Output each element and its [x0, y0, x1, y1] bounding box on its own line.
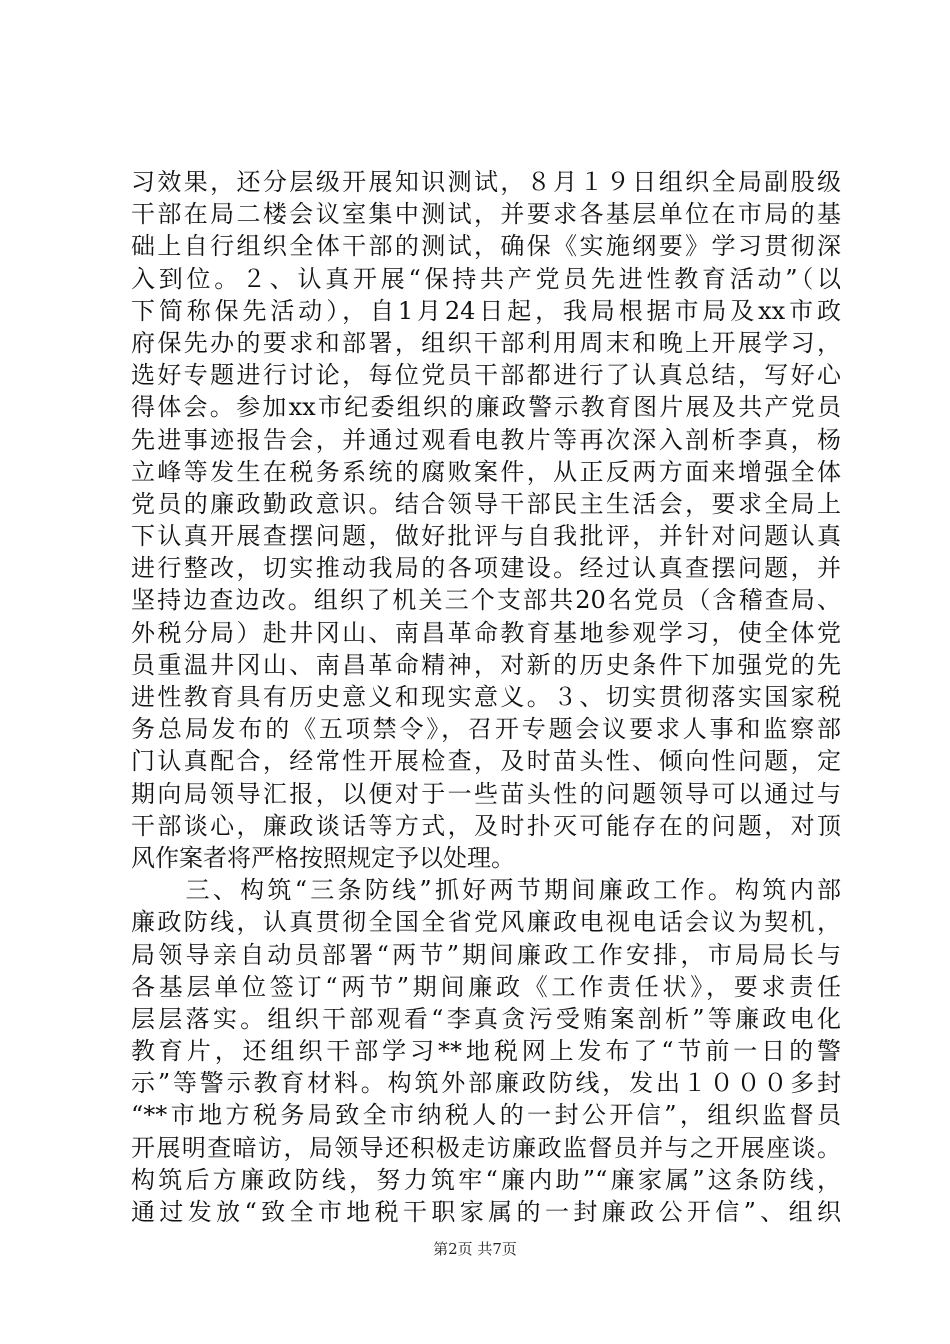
text-line: 三、构筑“三条防线”抓好两节期间廉政工作。构筑内部	[131, 876, 841, 905]
text-line: “**市地方税务局致全市纳税人的一封公开信”，组织监督员	[131, 1101, 841, 1130]
text-line: 各基层单位签订“两节”期间廉政《工作责任状》，要求责任	[131, 972, 841, 1001]
text-line: 下简称保先活动），自1月24日起，我局根据市局及xx市政	[131, 296, 841, 325]
page-footer: 第2页 共7页	[433, 1240, 517, 1258]
text-line: 进行整改，切实推动我局的各项建设。经过认真查摆问题，并	[131, 554, 841, 583]
text-line: 外税分局）赴井冈山、南昌革命教育基地参观学习，使全体党	[131, 618, 841, 647]
text-line: 下认真开展查摆问题，做好批评与自我批评，并针对问题认真	[131, 522, 841, 551]
text-line: 进性教育具有历史意义和现实意义。３、切实贯彻落实国家税	[131, 683, 841, 711]
text-line: 础上自行组织全体干部的测试，确保《实施纲要》学习贯彻深	[131, 232, 841, 261]
text-line: 开展明查暗访，局领导还积极走访廉政监督员并与之开展座谈。	[131, 1133, 841, 1162]
text-line: 局领导亲自动员部署“两节”期间廉政工作安排，市局局长与	[131, 940, 841, 969]
text-line: 先进事迹报告会，并通过观看电教片等再次深入剖析李真，杨	[131, 425, 841, 454]
text-line: 风作案者将严格按照规定予以处理。	[131, 843, 515, 872]
text-line: 坚持边查边改。组织了机关三个支部共20名党员（含稽查局、	[131, 586, 841, 615]
text-line: 层层落实。组织干部观看“李真贪污受贿案剖析”等廉政电化	[131, 1004, 841, 1033]
text-line: 入到位。２、认真开展“保持共产党员先进性教育活动”（以	[131, 264, 841, 293]
text-line: 务总局发布的《五项禁令》，召开专题会议要求人事和监察部	[131, 715, 841, 744]
text-line: 构筑后方廉政防线，努力筑牢“廉内助”“廉家属”这条防线，	[131, 1165, 841, 1194]
text-line: 通过发放“致全市地税干职家属的一封廉政公开信”、组织	[131, 1198, 841, 1226]
text-line: 门认真配合，经常性开展检查，及时苗头性、倾向性问题，定	[131, 747, 841, 776]
text-line: 府保先办的要求和部署，组织干部利用周末和晚上开展学习，	[131, 328, 841, 357]
text-line: 得体会。参加xx市纪委组织的廉政警示教育图片展及共产党员	[131, 393, 841, 422]
document-body	[131, 166, 841, 1228]
text-line: 立峰等发生在税务系统的腐败案件，从正反两方面来增强全体	[131, 457, 841, 486]
text-line: 教育片，还组织干部学习**地税网上发布了“节前一日的警	[131, 1037, 841, 1066]
text-line: 选好专题进行讨论，每位党员干部都进行了认真总结，写好心	[131, 361, 841, 390]
text-line: 期向局领导汇报，以便对于一些苗头性的问题领导可以通过与	[131, 779, 841, 808]
text-line: 干部在局二楼会议室集中测试，并要求各基层单位在市局的基	[131, 200, 841, 229]
text-line: 干部谈心，廉政谈话等方式，及时扑灭可能存在的问题，对顶	[131, 811, 841, 840]
text-line: 习效果，还分层级开展知识测试，８月１９日组织全局副股级	[131, 168, 841, 196]
text-line: 示”等警示教育材料。构筑外部廉政防线，发出１０００多封	[131, 1069, 841, 1098]
text-line: 廉政防线，认真贯彻全国全省党风廉政电视电话会议为契机，	[131, 908, 841, 937]
text-line: 党员的廉政勤政意识。结合领导干部民主生活会，要求全局上	[131, 489, 841, 518]
text-line: 员重温井冈山、南昌革命精神，对新的历史条件下加强党的先	[131, 650, 841, 679]
